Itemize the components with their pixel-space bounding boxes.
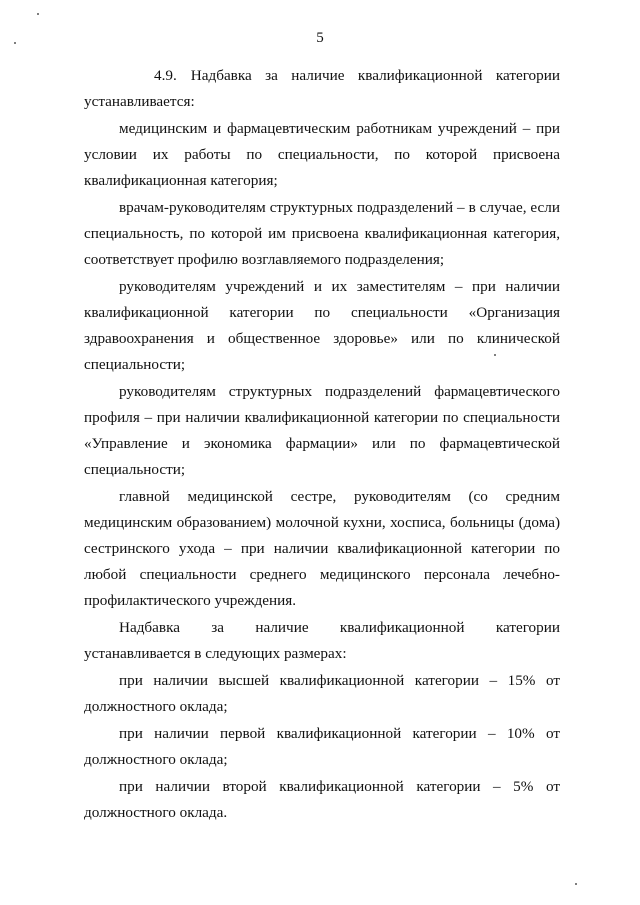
document-body: [84, 63, 560, 826]
scan-speck: [37, 13, 39, 15]
section-heading-paragraph: [84, 63, 560, 115]
paragraph-head-nurse: главной медицинской сестре, руководителям (со средним медицинским образованием) молочной кухни, хосписа, больницы (дома) сестринского ухода – при наличии квалификационной категории по любой специальности среднего медицинского персонала лечебно-профилактического учреждения.: [84, 488, 560, 609]
paragraph-first-category: при наличии первой квалификационной категории – 10% от должностного оклада;: [84, 725, 560, 768]
paragraph-medical-workers: медицинским и фармацевтическим работникам учреждений – при условии их работы по специальности, по которой присвоена квалификационная категория;: [84, 120, 560, 189]
scan-speck: [575, 883, 577, 885]
paragraph-second-category: при наличии второй квалификационной категории – 5% от должностного оклада.: [84, 778, 560, 821]
paragraph-institution-heads: руководителям учреждений и их заместителям – при наличии квалификационной категории по специальности «Организация здравоохранения и общественное здоровье» или по клинической специальности;: [84, 278, 560, 373]
paragraph-bonus-sizes-intro: Надбавка за наличие квалификационной категории устанавливается в следующих размерах:: [84, 619, 560, 662]
section-number: 4.9.: [154, 67, 177, 84]
section-heading-text: Надбавка за наличие квалификационной категории устанавливается:: [84, 67, 560, 110]
page-number: 5: [316, 30, 324, 46]
paragraph-doctor-heads: врачам-руководителям структурных подразделений – в случае, если специальность, по которой им присвоена квалификационная категория, соответствует профилю возглавляемого подразделения;: [84, 199, 560, 268]
paragraph-pharmacy-heads: руководителям структурных подразделений фармацевтического профиля – при наличии квалификационной категории по специальности «Управление и экономика фармации» или по фармацевтической специальности;: [84, 383, 560, 478]
paragraph-highest-category: при наличии высшей квалификационной категории – 15% от должностного оклада;: [84, 672, 560, 715]
